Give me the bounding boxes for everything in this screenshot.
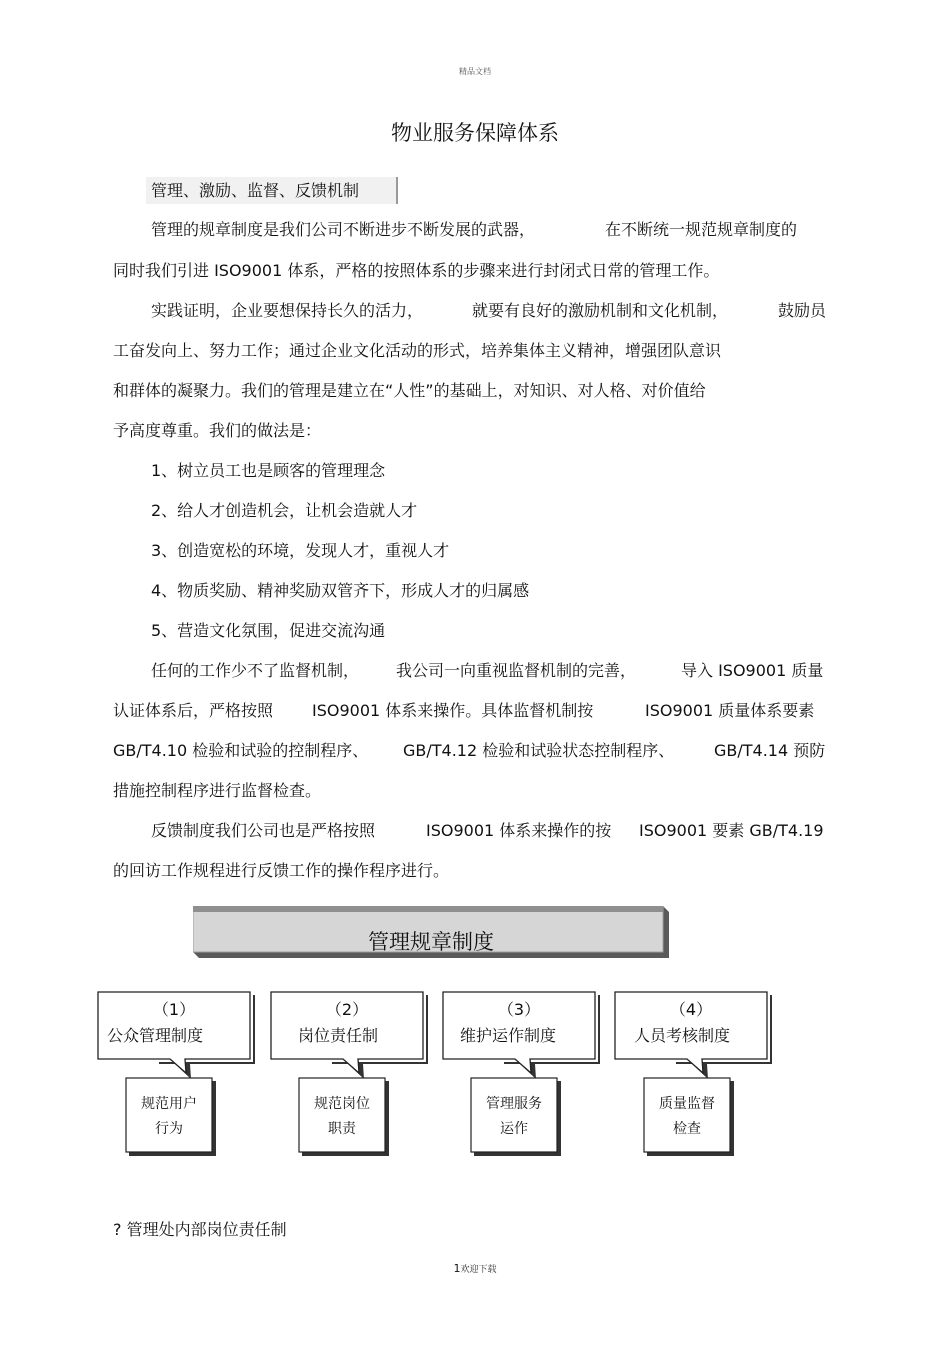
paragraph-line: 措施控制程序进行监督检查。 (113, 781, 322, 800)
callout-number: （3） (497, 1000, 541, 1019)
paragraph-line: 同时我们引进 ISO9001 体系，严格的按照体系的步骤来进行封闭式日常的管理工作。 (113, 261, 720, 280)
paragraph-line: ISO9001 要素 GB/T4.19 (639, 821, 824, 840)
sub-box-line: 规范岗位 (314, 1096, 370, 1112)
paragraph-line: 导入 ISO9001 质量 (681, 661, 824, 680)
document-title: 物业服务保障体系 (391, 121, 559, 145)
sub-box-4 (643, 1077, 735, 1157)
sub-box-line: 运作 (500, 1121, 528, 1137)
callout-title: 维护运作制度 (460, 1026, 557, 1045)
list-item: 1、树立员工也是顾客的管理理念 (151, 461, 386, 480)
paragraph-line: 反馈制度我们公司也是严格按照 (151, 821, 376, 840)
paragraph-line: ISO9001 体系来操作的按 (426, 821, 612, 840)
paragraph-line: GB/T4.10 检验和试验的控制程序、 (113, 741, 369, 760)
callout-box-3 (442, 991, 602, 1081)
list-item: 2、给人才创造机会，让机会造就人才 (151, 501, 418, 520)
callout-number: （1） (152, 1000, 196, 1019)
paragraph-line: 鼓励员 (778, 301, 827, 320)
sub-box-line: 职责 (328, 1121, 356, 1137)
paragraph-line: 认证体系后，严格按照 (113, 701, 274, 720)
list-item: 3、创造宽松的环境，发现人才，重视人才 (151, 541, 450, 560)
page-header-note: 精品文档 (459, 67, 491, 76)
footer-text: 欢迎下载 (460, 1265, 497, 1275)
paragraph-line: 就要有良好的激励机制和文化机制， (472, 301, 729, 320)
sub-box-2 (298, 1077, 390, 1157)
sub-box-line: 行为 (155, 1121, 183, 1137)
paragraph-line: 管理的规章制度是我们公司不断进步不断发展的武器， (151, 220, 536, 239)
paragraph-line: 我公司一向重视监督机制的完善， (396, 661, 637, 680)
callout-box-1 (97, 991, 257, 1081)
paragraph-line: GB/T4.12 检验和试验状态控制程序、 (403, 741, 675, 760)
callout-box-2 (270, 991, 430, 1081)
paragraph-line: 予高度尊重。我们的做法是： (113, 421, 322, 440)
paragraph-line: 和群体的凝聚力。我们的管理是建立在“人性”的基础上，对知识、对人格、对价值给 (113, 381, 706, 400)
section-heading: 管理、激励、监督、反馈机制 (146, 177, 398, 204)
page-footer (0, 1262, 950, 1275)
page-number: 1 (453, 1262, 461, 1275)
paragraph-line: ISO9001 质量体系要素 (645, 701, 815, 720)
bullet-item: ? 管理处内部岗位责任制 (113, 1220, 287, 1239)
paragraph-line: 实践证明，企业要想保持长久的活力， (151, 301, 424, 320)
paragraph-line: 工奋发向上、努力工作；通过企业文化活动的形式，培养集体主义精神，增强团队意识 (113, 341, 722, 360)
list-item: 4、物质奖励、精神奖励双管齐下，形成人才的归属感 (151, 581, 530, 600)
callout-number: （4） (669, 1000, 713, 1019)
paragraph-line: GB/T4.14 预防 (714, 741, 826, 760)
callout-title: 人员考核制度 (634, 1026, 731, 1045)
diagram-banner-label: 管理规章制度 (368, 930, 494, 954)
paragraph-line: 任何的工作少不了监督机制， (151, 661, 360, 680)
sub-box-line: 质量监督 (659, 1096, 715, 1112)
callout-number: （2） (325, 1000, 369, 1019)
callout-title: 公众管理制度 (107, 1026, 204, 1045)
sub-box-1 (125, 1077, 217, 1157)
list-item: 5、营造文化氛围，促进交流沟通 (151, 621, 386, 640)
paragraph-line: 的回访工作规程进行反馈工作的操作程序进行。 (113, 861, 450, 880)
sub-box-line: 管理服务 (486, 1096, 542, 1112)
sub-box-line: 检查 (673, 1121, 701, 1137)
diagram-banner (193, 906, 669, 958)
sub-box-3 (470, 1077, 562, 1157)
callout-title: 岗位责任制 (298, 1026, 379, 1045)
callout-box-4 (614, 991, 774, 1081)
paragraph-line: ISO9001 体系来操作。具体监督机制按 (312, 701, 594, 720)
paragraph-line: 在不断统一规范规章制度的 (605, 220, 798, 239)
sub-box-line: 规范用户 (141, 1096, 197, 1112)
